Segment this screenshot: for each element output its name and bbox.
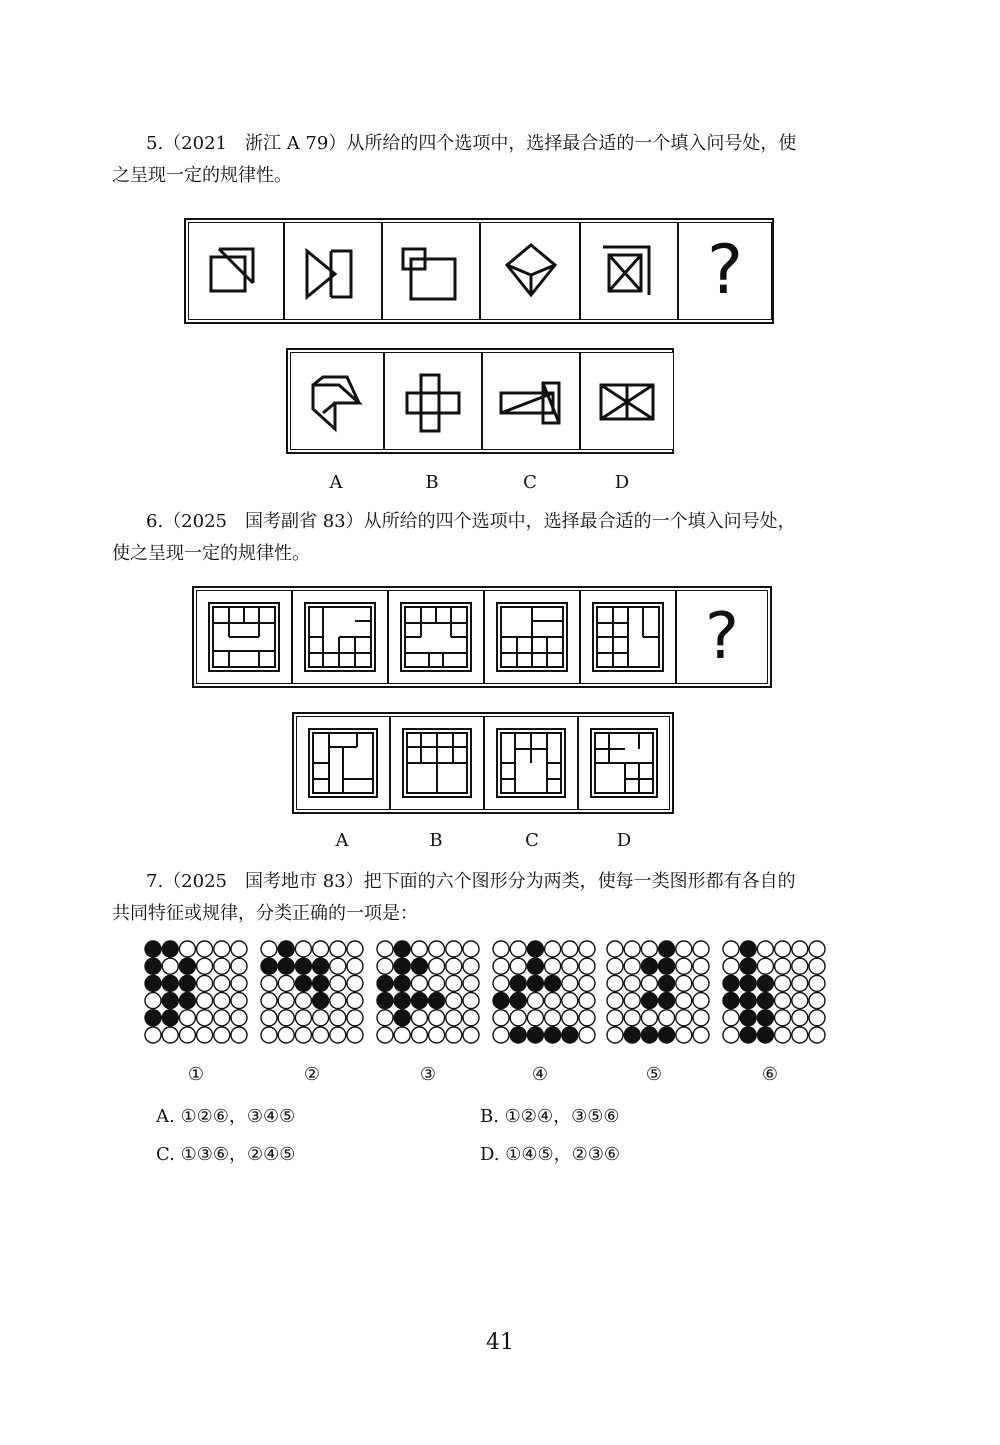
empty-dot [347,993,363,1009]
empty-dot [676,975,692,991]
q5-label-a: A [329,472,343,493]
empty-dot [792,958,808,974]
empty-dot [214,958,230,974]
q6-option-c[interactable] [484,716,578,810]
empty-dot [261,975,277,991]
empty-dot [493,958,509,974]
empty-dot [775,1027,791,1043]
q6-fig-5 [580,590,676,684]
empty-dot [162,1027,178,1043]
empty-dot [278,993,294,1009]
empty-dot [347,958,363,974]
empty-dot [624,993,640,1009]
q5-fig-1 [188,222,284,320]
filled-dot [527,975,543,991]
q5-option-d[interactable] [580,352,674,450]
empty-dot [545,1010,561,1026]
empty-dot [809,993,825,1009]
empty-dot [607,1027,623,1043]
q7-label-4: ④ [531,1064,549,1085]
empty-dot [493,1027,509,1043]
q6-line2: 使之呈现一定的规律性。 [112,543,310,564]
filled-dot [740,1027,756,1043]
empty-dot [792,1010,808,1026]
empty-dot [562,975,578,991]
empty-dot [641,941,657,957]
q5-question-mark: ? [706,231,744,310]
q7-label-6: ⑥ [761,1064,779,1085]
empty-dot [197,1027,213,1043]
filled-dot [278,941,294,957]
empty-dot [429,1027,445,1043]
filled-dot [740,1010,756,1026]
filled-dot [527,1027,543,1043]
q5-text [112,128,872,192]
filled-dot [641,993,657,1009]
empty-dot [579,975,595,991]
empty-dot [676,1010,692,1026]
q5-fig-2 [284,222,382,320]
q6-fig-3 [388,590,484,684]
empty-dot [579,941,595,957]
empty-dot [579,1010,595,1026]
q7-figure-1 [144,940,248,1044]
empty-dot [330,993,346,1009]
empty-dot [231,993,247,1009]
q7-figure-3 [376,940,480,1044]
empty-dot [809,1027,825,1043]
empty-dot [162,958,178,974]
filled-dot [145,1010,161,1026]
filled-dot [510,993,526,1009]
filled-dot [562,1027,578,1043]
filled-dot [641,1027,657,1043]
empty-dot [723,941,739,957]
empty-dot [579,993,595,1009]
empty-dot [809,958,825,974]
empty-dot [446,941,462,957]
empty-dot [624,941,640,957]
empty-dot [562,941,578,957]
empty-dot [197,993,213,1009]
empty-dot [295,1010,311,1026]
empty-dot [463,1027,479,1043]
q5-fig-3 [382,222,480,320]
q7-choice-d[interactable]: D. ①④⑤，②③⑥ [480,1144,621,1165]
filled-dot [394,975,410,991]
filled-dot [162,993,178,1009]
empty-dot [214,1010,230,1026]
filled-dot [313,993,329,1009]
empty-dot [676,941,692,957]
q5-line2: 之呈现一定的规律性。 [112,165,292,186]
empty-dot [330,1010,346,1026]
empty-dot [641,975,657,991]
empty-dot [261,941,277,957]
filled-dot [411,958,427,974]
empty-dot [411,1027,427,1043]
empty-dot [214,975,230,991]
filled-dot [659,975,675,991]
empty-dot [429,975,445,991]
empty-dot [510,958,526,974]
q5-label-d: D [614,472,630,493]
q5-line1: 5.（2021 浙江 A 79）从所给的四个选项中，选择最合适的一个填入问号处，使 [146,133,797,154]
filled-dot [313,958,329,974]
empty-dot [145,993,161,1009]
filled-dot [510,975,526,991]
empty-dot [197,941,213,957]
page-number: 41 [486,1330,514,1355]
filled-dot [740,941,756,957]
q6-label-a: A [335,830,349,851]
empty-dot [463,941,479,957]
empty-dot [775,958,791,974]
empty-dot [295,993,311,1009]
empty-dot [775,993,791,1009]
empty-dot [446,993,462,1009]
q5-label-c: C [523,472,537,493]
filled-dot [659,1027,675,1043]
empty-dot [809,1010,825,1026]
filled-dot [493,993,509,1009]
empty-dot [231,975,247,991]
empty-dot [330,1027,346,1043]
empty-dot [775,941,791,957]
q6-text [112,506,872,570]
empty-dot [429,1010,445,1026]
q6-question-cell [676,590,768,684]
filled-dot [179,975,195,991]
empty-dot [197,975,213,991]
filled-dot [510,1027,526,1043]
q6-option-a[interactable] [296,716,390,810]
empty-dot [411,1010,427,1026]
empty-dot [446,1027,462,1043]
q7-figure-6 [722,940,826,1044]
filled-dot [659,958,675,974]
q5-label-b: B [425,472,439,493]
empty-dot [493,1010,509,1026]
empty-dot [377,958,393,974]
empty-dot [562,958,578,974]
empty-dot [757,958,773,974]
q7-figure-4 [492,940,596,1044]
q6-fig-4 [484,590,580,684]
empty-dot [411,975,427,991]
empty-dot [641,1010,657,1026]
empty-dot [792,941,808,957]
q6-option-d[interactable] [578,716,670,810]
empty-dot [446,1010,462,1026]
q6-line1: 6.（2025 国考副省 83）从所给的四个选项中，选择最合适的一个填入问号处， [146,511,796,532]
empty-dot [377,1027,393,1043]
empty-dot [377,941,393,957]
q7-figure-2 [260,940,364,1044]
empty-dot [278,1027,294,1043]
empty-dot [231,941,247,957]
filled-dot [295,975,311,991]
empty-dot [214,941,230,957]
q6-fig-2 [292,590,388,684]
q6-question-mark: ? [705,600,739,674]
empty-dot [809,941,825,957]
filled-dot [527,941,543,957]
empty-dot [179,1010,195,1026]
q7-label-1: ① [187,1064,205,1085]
empty-dot [278,975,294,991]
empty-dot [527,1010,543,1026]
filled-dot [295,958,311,974]
q6-label-b: B [429,830,443,851]
q5-option-b[interactable] [384,352,482,450]
empty-dot [693,975,709,991]
empty-dot [197,958,213,974]
empty-dot [579,958,595,974]
q7-label-2: ② [303,1064,321,1085]
q5-option-c[interactable] [482,352,580,450]
filled-dot [377,975,393,991]
filled-dot [740,993,756,1009]
filled-dot [179,993,195,1009]
q7-label-3: ③ [419,1064,437,1085]
empty-dot [295,941,311,957]
empty-dot [429,941,445,957]
empty-dot [545,993,561,1009]
empty-dot [347,1010,363,1026]
empty-dot [261,1010,277,1026]
empty-dot [723,1010,739,1026]
empty-dot [463,993,479,1009]
empty-dot [527,993,543,1009]
empty-dot [607,958,623,974]
empty-dot [607,941,623,957]
q6-option-b[interactable] [390,716,484,810]
empty-dot [809,975,825,991]
empty-dot [493,941,509,957]
empty-dot [775,975,791,991]
filled-dot [740,975,756,991]
filled-dot [723,993,739,1009]
empty-dot [493,975,509,991]
empty-dot [295,1027,311,1043]
empty-dot [624,1010,640,1026]
empty-dot [394,1027,410,1043]
empty-dot [723,1027,739,1043]
empty-dot [723,958,739,974]
filled-dot [394,1010,410,1026]
filled-dot [757,975,773,991]
empty-dot [214,993,230,1009]
empty-dot [446,958,462,974]
empty-dot [693,993,709,1009]
filled-dot [641,958,657,974]
empty-dot [214,1027,230,1043]
empty-dot [411,941,427,957]
empty-dot [659,1010,675,1026]
q7-choice-c[interactable]: C. ①③⑥，②④⑤ [156,1144,296,1165]
empty-dot [330,941,346,957]
filled-dot [313,975,329,991]
empty-dot [545,958,561,974]
empty-dot [757,941,773,957]
empty-dot [775,1010,791,1026]
empty-dot [197,1010,213,1026]
filled-dot [757,1010,773,1026]
empty-dot [510,941,526,957]
q6-label-c: C [525,830,539,851]
empty-dot [607,993,623,1009]
empty-dot [145,1027,161,1043]
q7-figure-5 [606,940,710,1044]
empty-dot [278,1010,294,1026]
filled-dot [527,958,543,974]
empty-dot [377,1010,393,1026]
empty-dot [231,958,247,974]
filled-dot [145,958,161,974]
filled-dot [394,958,410,974]
filled-dot [545,1027,561,1043]
empty-dot [347,975,363,991]
filled-dot [757,993,773,1009]
filled-dot [162,1010,178,1026]
filled-dot [394,993,410,1009]
empty-dot [579,1027,595,1043]
filled-dot [429,993,445,1009]
empty-dot [313,941,329,957]
filled-dot [261,958,277,974]
filled-dot [145,975,161,991]
empty-dot [792,975,808,991]
filled-dot [659,993,675,1009]
q7-line2: 共同特征或规律，分类正确的一项是： [112,903,418,924]
empty-dot [624,958,640,974]
q5-question-cell [678,222,772,320]
filled-dot [659,941,675,957]
filled-dot [394,941,410,957]
filled-dot [179,958,195,974]
filled-dot [757,1027,773,1043]
empty-dot [313,1010,329,1026]
empty-dot [463,1010,479,1026]
empty-dot [446,975,462,991]
empty-dot [676,993,692,1009]
q7-line1: 7.（2025 国考地市 83）把下面的六个图形分为两类，使每一类图形都有各自的 [146,871,796,892]
empty-dot [231,1027,247,1043]
filled-dot [278,958,294,974]
filled-dot [162,941,178,957]
q7-choice-b[interactable]: B. ①②④，③⑤⑥ [480,1106,620,1127]
filled-dot [411,993,427,1009]
empty-dot [347,1027,363,1043]
q7-label-5: ⑤ [645,1064,663,1085]
empty-dot [463,958,479,974]
empty-dot [693,1027,709,1043]
q5-option-a[interactable] [290,352,384,450]
empty-dot [179,941,195,957]
empty-dot [792,993,808,1009]
q6-fig-1 [196,590,292,684]
empty-dot [545,941,561,957]
empty-dot [624,975,640,991]
empty-dot [231,1010,247,1026]
empty-dot [261,1027,277,1043]
filled-dot [545,975,561,991]
empty-dot [676,958,692,974]
filled-dot [723,975,739,991]
q5-fig-5 [580,222,678,320]
empty-dot [330,975,346,991]
empty-dot [429,958,445,974]
empty-dot [792,1027,808,1043]
q7-text [112,866,872,930]
empty-dot [261,993,277,1009]
empty-dot [562,1010,578,1026]
empty-dot [562,993,578,1009]
empty-dot [330,958,346,974]
empty-dot [510,1010,526,1026]
filled-dot [145,941,161,957]
empty-dot [347,941,363,957]
empty-dot [607,975,623,991]
q7-choice-a[interactable]: A. ①②⑥，③④⑤ [156,1106,296,1127]
filled-dot [624,1027,640,1043]
filled-dot [377,993,393,1009]
empty-dot [607,1010,623,1026]
empty-dot [463,975,479,991]
filled-dot [740,958,756,974]
empty-dot [676,1027,692,1043]
empty-dot [693,958,709,974]
empty-dot [693,941,709,957]
empty-dot [693,1010,709,1026]
q5-fig-4 [480,222,580,320]
empty-dot [179,1027,195,1043]
filled-dot [162,975,178,991]
empty-dot [313,1027,329,1043]
q6-label-d: D [616,830,632,851]
